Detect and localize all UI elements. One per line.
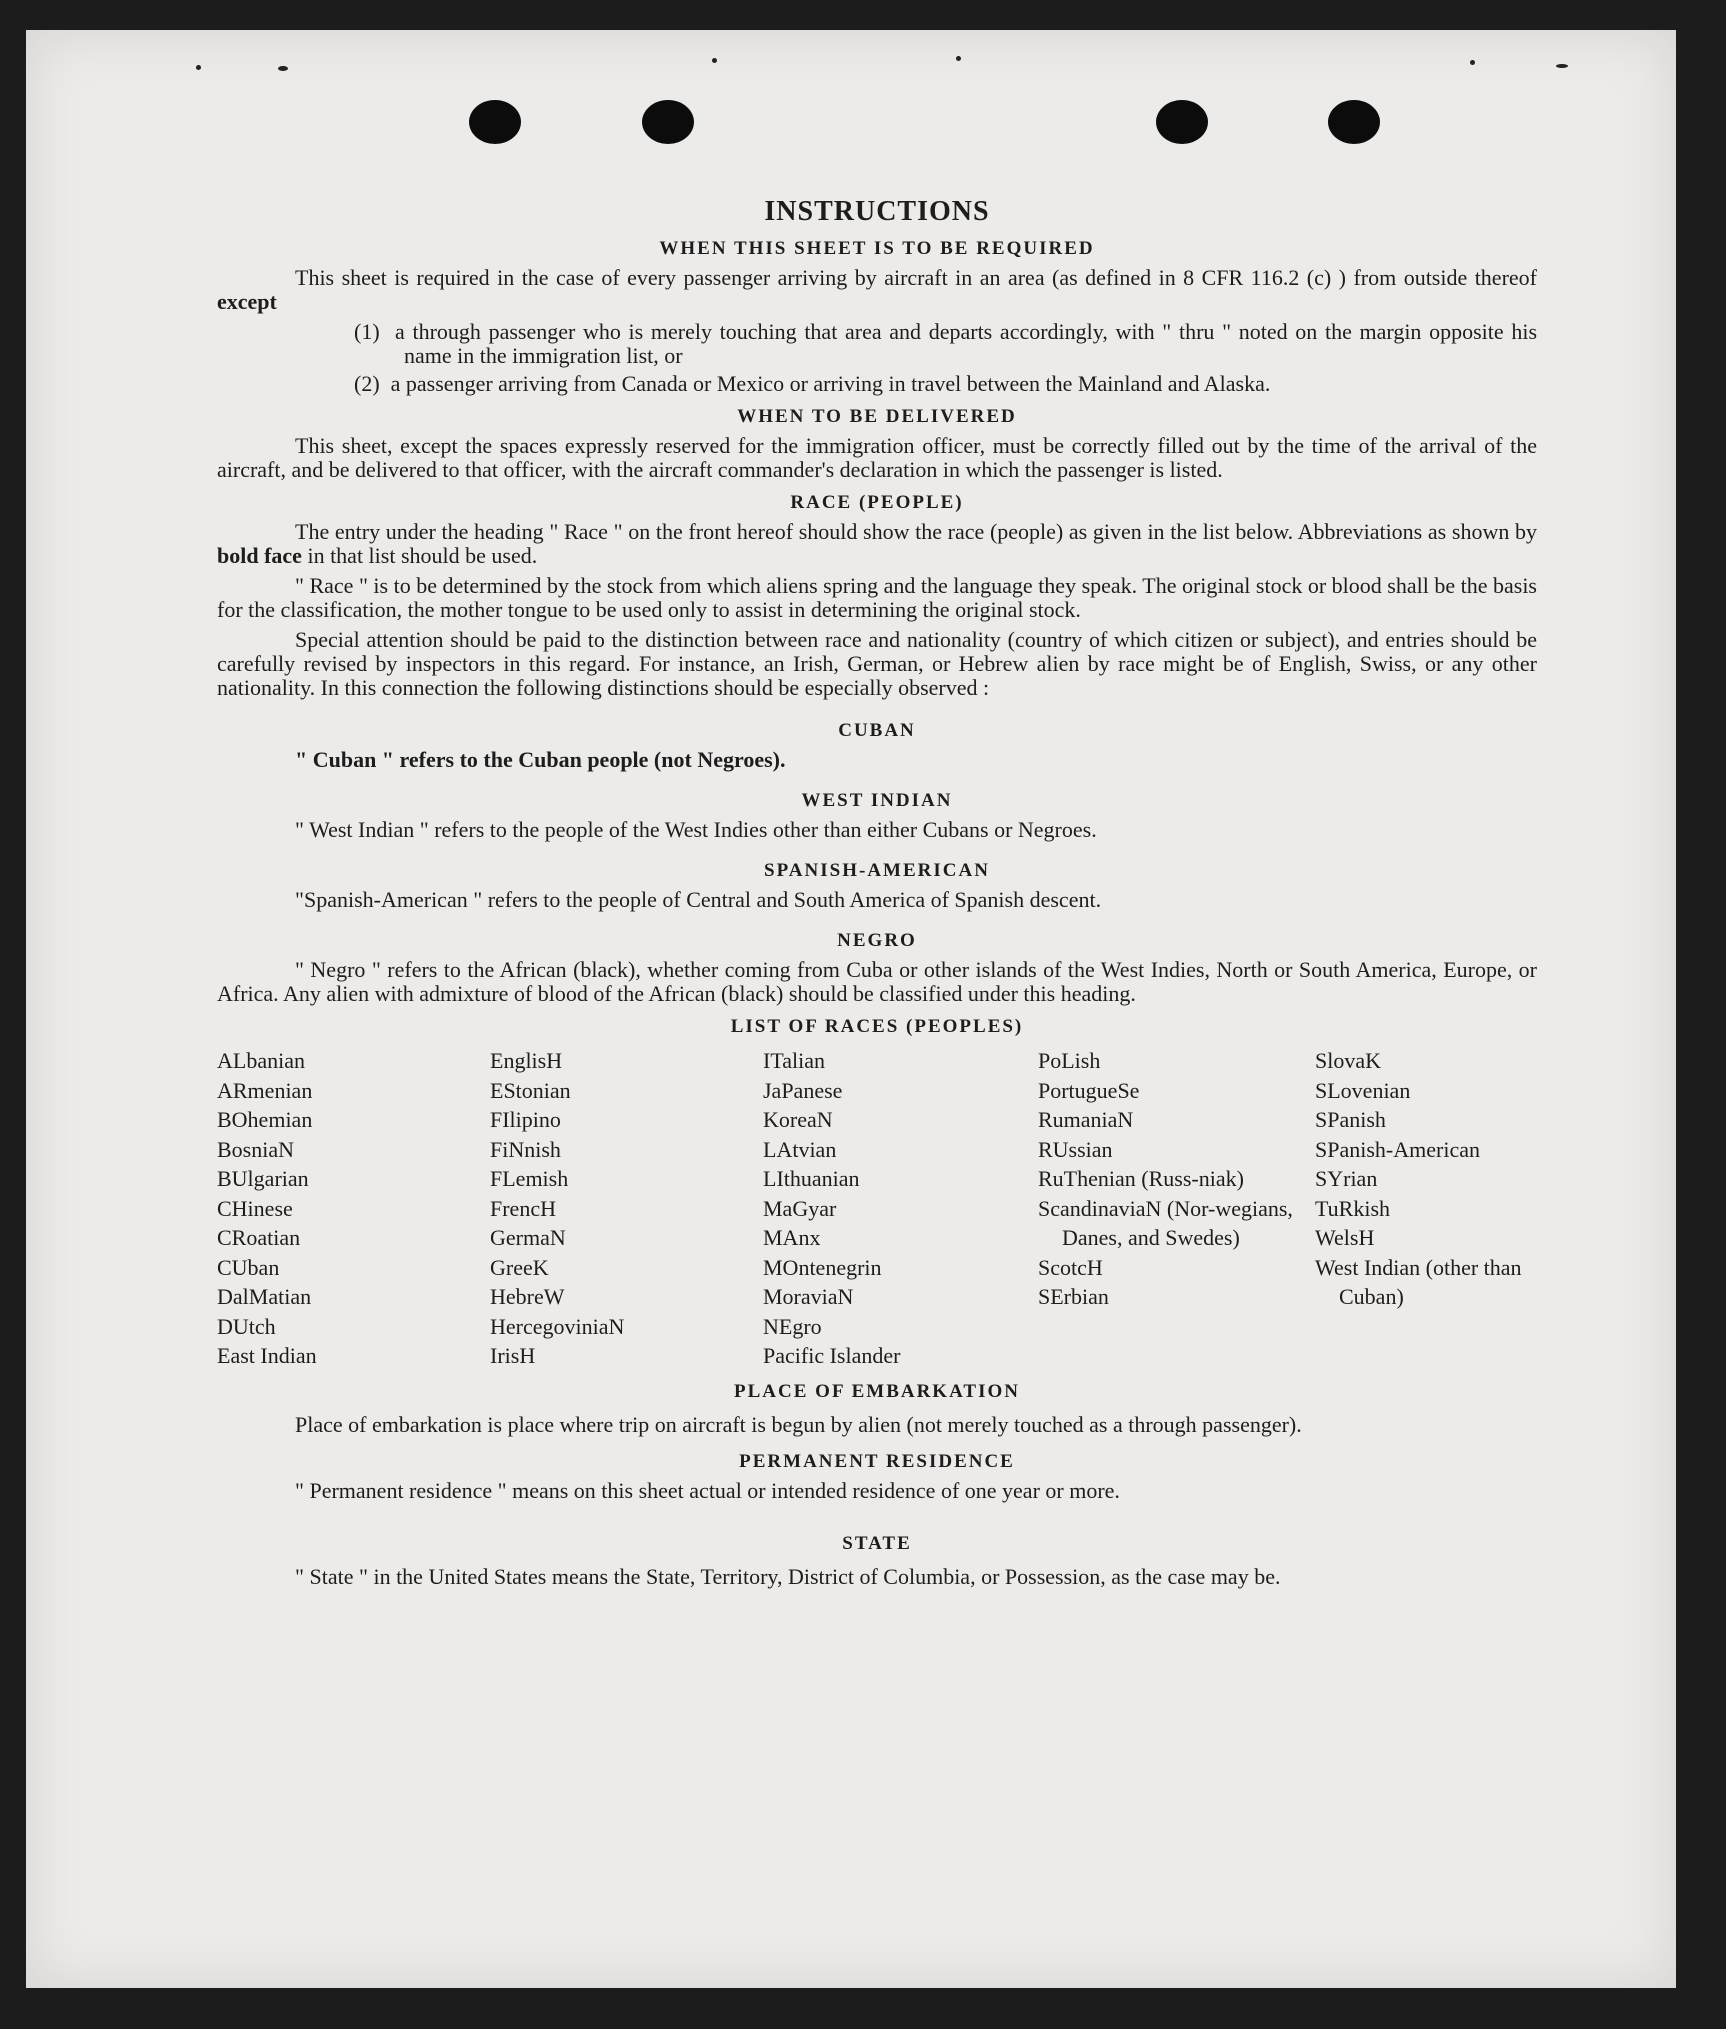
race-paragraph-2: " Race " is to be determined by the stock from which aliens spring and the language they speak. The original stock or blood shall be the basis for the classification, the mother tongue to be used only to assist in determining the original stock. xyxy=(217,573,1537,622)
race-entry: GreeK xyxy=(490,1254,549,1280)
speck xyxy=(1556,64,1568,68)
races-column xyxy=(1038,1046,1315,1371)
race-entry: KoreaN xyxy=(763,1107,833,1132)
heading-embarkation: PLACE OF EMBARKATION xyxy=(734,1380,1020,1402)
item-text: a passenger arriving from Canada or Mexico or arriving in travel between the Mainland and Alaska. xyxy=(390,371,1271,396)
west-indian-text: " West Indian " refers to the people of the West Indies other than either Cubans or Negroes. xyxy=(295,817,1097,842)
race-entry: HercegoviniaN xyxy=(490,1313,625,1339)
race-entry: FrencH xyxy=(490,1195,556,1221)
races-column xyxy=(490,1046,763,1371)
race-entry: IrisH xyxy=(490,1343,536,1368)
races-column xyxy=(763,1046,1038,1371)
race-entry: PoLish xyxy=(1038,1048,1101,1073)
heading-race: RACE (PEOPLE) xyxy=(790,492,964,513)
race-paragraph-1 xyxy=(217,520,1537,568)
intro-text: This sheet is required in the case of every passenger arriving by aircraft in an area (as defined in 8 CFR 116.2 (c) ) from outside thereof xyxy=(295,265,1537,290)
state-text: " State " in the United States means the State, Territory, District of Columbia, or Possession, as the case may be. xyxy=(295,1563,1281,1589)
race-entry: ScotcH xyxy=(1038,1254,1103,1280)
page-title: INSTRUCTIONS xyxy=(764,196,990,227)
item-number: (1) xyxy=(354,319,380,344)
race-entry: BOhemian xyxy=(217,1107,313,1132)
race-entry: NEgro xyxy=(763,1313,822,1339)
negro-text: " Negro " refers to the African (black), whether coming from Cuba or other islands of the West Indies, North or South America, Europe, or Africa. Any alien with admixture of blood of the African (black) should be classified under this heading. xyxy=(217,957,1537,1006)
race-entry: East Indian xyxy=(217,1343,317,1368)
race-entry: FiNnish xyxy=(490,1136,561,1162)
heading-spanish-american: SPANISH-AMERICAN xyxy=(764,860,990,881)
race-p1-b: in that list should be used. xyxy=(307,543,538,568)
when-delivered-text: This sheet, except the spaces expressly reserved for the immigration officer, must be correctly filled out by the time of the arrival of the aircraft, and be delivered to that officer, with the aircraft commander's declaration in which the passenger is listed. xyxy=(217,433,1537,482)
punch-hole xyxy=(642,100,694,144)
race-entry: SlovaK xyxy=(1315,1048,1381,1073)
race-entry: ALbanian xyxy=(217,1048,305,1073)
when-required-intro xyxy=(217,266,1537,314)
cuban-text: " Cuban " refers to the Cuban people (not Negroes). xyxy=(295,747,786,772)
race-entry: RuThenian (Russ-niak) xyxy=(1038,1166,1244,1191)
race-entry: MaGyar xyxy=(763,1195,837,1221)
punch-hole xyxy=(1156,100,1208,144)
race-p1-a: The entry under the heading " Race " on the front hereof should show the race (people) as given in the list below. Abbreviations as shown by xyxy=(295,519,1537,544)
race-entry: EnglisH xyxy=(490,1048,563,1073)
race-entry: SPanish xyxy=(1315,1107,1386,1132)
speck xyxy=(1470,60,1475,65)
race-entry: WelsH xyxy=(1315,1225,1375,1250)
race-entry: SErbian xyxy=(1038,1284,1109,1309)
speck xyxy=(278,66,288,71)
race-entry: FLemish xyxy=(490,1166,569,1191)
race-entry: EStonian xyxy=(490,1077,571,1103)
race-entry: BosniaN xyxy=(217,1136,294,1162)
heading-when-delivered: WHEN TO BE DELIVERED xyxy=(737,406,1017,427)
punch-hole xyxy=(1328,100,1380,144)
race-entry: PortugueSe xyxy=(1038,1077,1140,1103)
document-sheet xyxy=(26,30,1676,1988)
instructions-content xyxy=(217,196,1537,1599)
race-entry: MOntenegrin xyxy=(763,1254,882,1280)
race-entry: LIthuanian xyxy=(763,1166,860,1191)
speck xyxy=(196,65,201,70)
list-item xyxy=(354,371,1537,396)
race-entry: TuRkish xyxy=(1315,1195,1391,1221)
heading-cuban: CUBAN xyxy=(838,720,916,741)
heading-permanent-residence: PERMANENT RESIDENCE xyxy=(739,1450,1015,1472)
race-entry: CHinese xyxy=(217,1195,293,1221)
race-entry: ScandinaviaN (Nor-wegians, Danes, and Swedes) xyxy=(1038,1195,1293,1250)
race-entry: LAtvian xyxy=(763,1136,837,1162)
race-entry: BUlgarian xyxy=(217,1166,309,1191)
races-column xyxy=(217,1046,490,1371)
race-entry: SYrian xyxy=(1315,1166,1378,1191)
race-entry: MoraviaN xyxy=(763,1284,854,1309)
heading-state: STATE xyxy=(842,1532,912,1554)
race-entry: CRoatian xyxy=(217,1225,301,1250)
intro-bold: except xyxy=(217,289,277,314)
race-entry: JaPanese xyxy=(763,1077,843,1103)
race-entry: West Indian (other than Cuban) xyxy=(1315,1254,1522,1309)
race-entry: CUban xyxy=(217,1254,280,1280)
race-entry: FIlipino xyxy=(490,1107,561,1132)
race-entry: ITalian xyxy=(763,1048,825,1073)
speck xyxy=(712,58,717,63)
heading-negro: NEGRO xyxy=(837,930,917,951)
race-entry: Pacific Islander xyxy=(763,1343,901,1368)
list-item xyxy=(354,319,1538,368)
spanish-american-text: "Spanish-American " refers to the people of Central and South America of Spanish descent. xyxy=(295,887,1102,912)
heading-list-of-races: LIST OF RACES (PEOPLES) xyxy=(730,1016,1024,1037)
race-entry: SLovenian xyxy=(1315,1077,1411,1103)
race-entry: RumaniaN xyxy=(1038,1107,1134,1132)
item-text: a through passenger who is merely touching that area and departs accordingly, with " thru " noted on the margin opposite his name in the immigration list, or xyxy=(395,319,1538,368)
heading-west-indian: WEST INDIAN xyxy=(801,790,953,811)
race-entry: RUssian xyxy=(1038,1136,1113,1162)
punch-hole xyxy=(469,100,521,144)
embarkation-text: Place of embarkation is place where trip on aircraft is begun by alien (not merely touched as a through passenger). xyxy=(295,1411,1302,1437)
race-entry: MAnx xyxy=(763,1225,821,1250)
speck xyxy=(956,56,961,61)
race-entry: SPanish-American xyxy=(1315,1136,1480,1162)
races-list xyxy=(217,1046,1537,1371)
race-entry: GermaN xyxy=(490,1225,566,1250)
heading-when-required: WHEN THIS SHEET IS TO BE REQUIRED xyxy=(659,238,1095,259)
races-column xyxy=(1315,1046,1537,1371)
race-entry: DUtch xyxy=(217,1313,276,1339)
race-paragraph-3: Special attention should be paid to the distinction between race and nationality (country of which citizen or subject), and entries should be carefully revised by inspectors in this regard. For instance, an Irish, German, or Hebrew alien by race might be of English, Swiss, or any other nationality. In this connection the following distinctions should be especially observed : xyxy=(217,627,1537,700)
race-entry: ARmenian xyxy=(217,1077,313,1103)
race-entry: DalMatian xyxy=(217,1284,312,1309)
race-p1-bold: bold face xyxy=(217,543,302,568)
item-number: (2) xyxy=(354,371,380,396)
residence-text: " Permanent residence " means on this sheet actual or intended residence of one year or more. xyxy=(295,1477,1120,1503)
race-entry: HebreW xyxy=(490,1284,565,1309)
